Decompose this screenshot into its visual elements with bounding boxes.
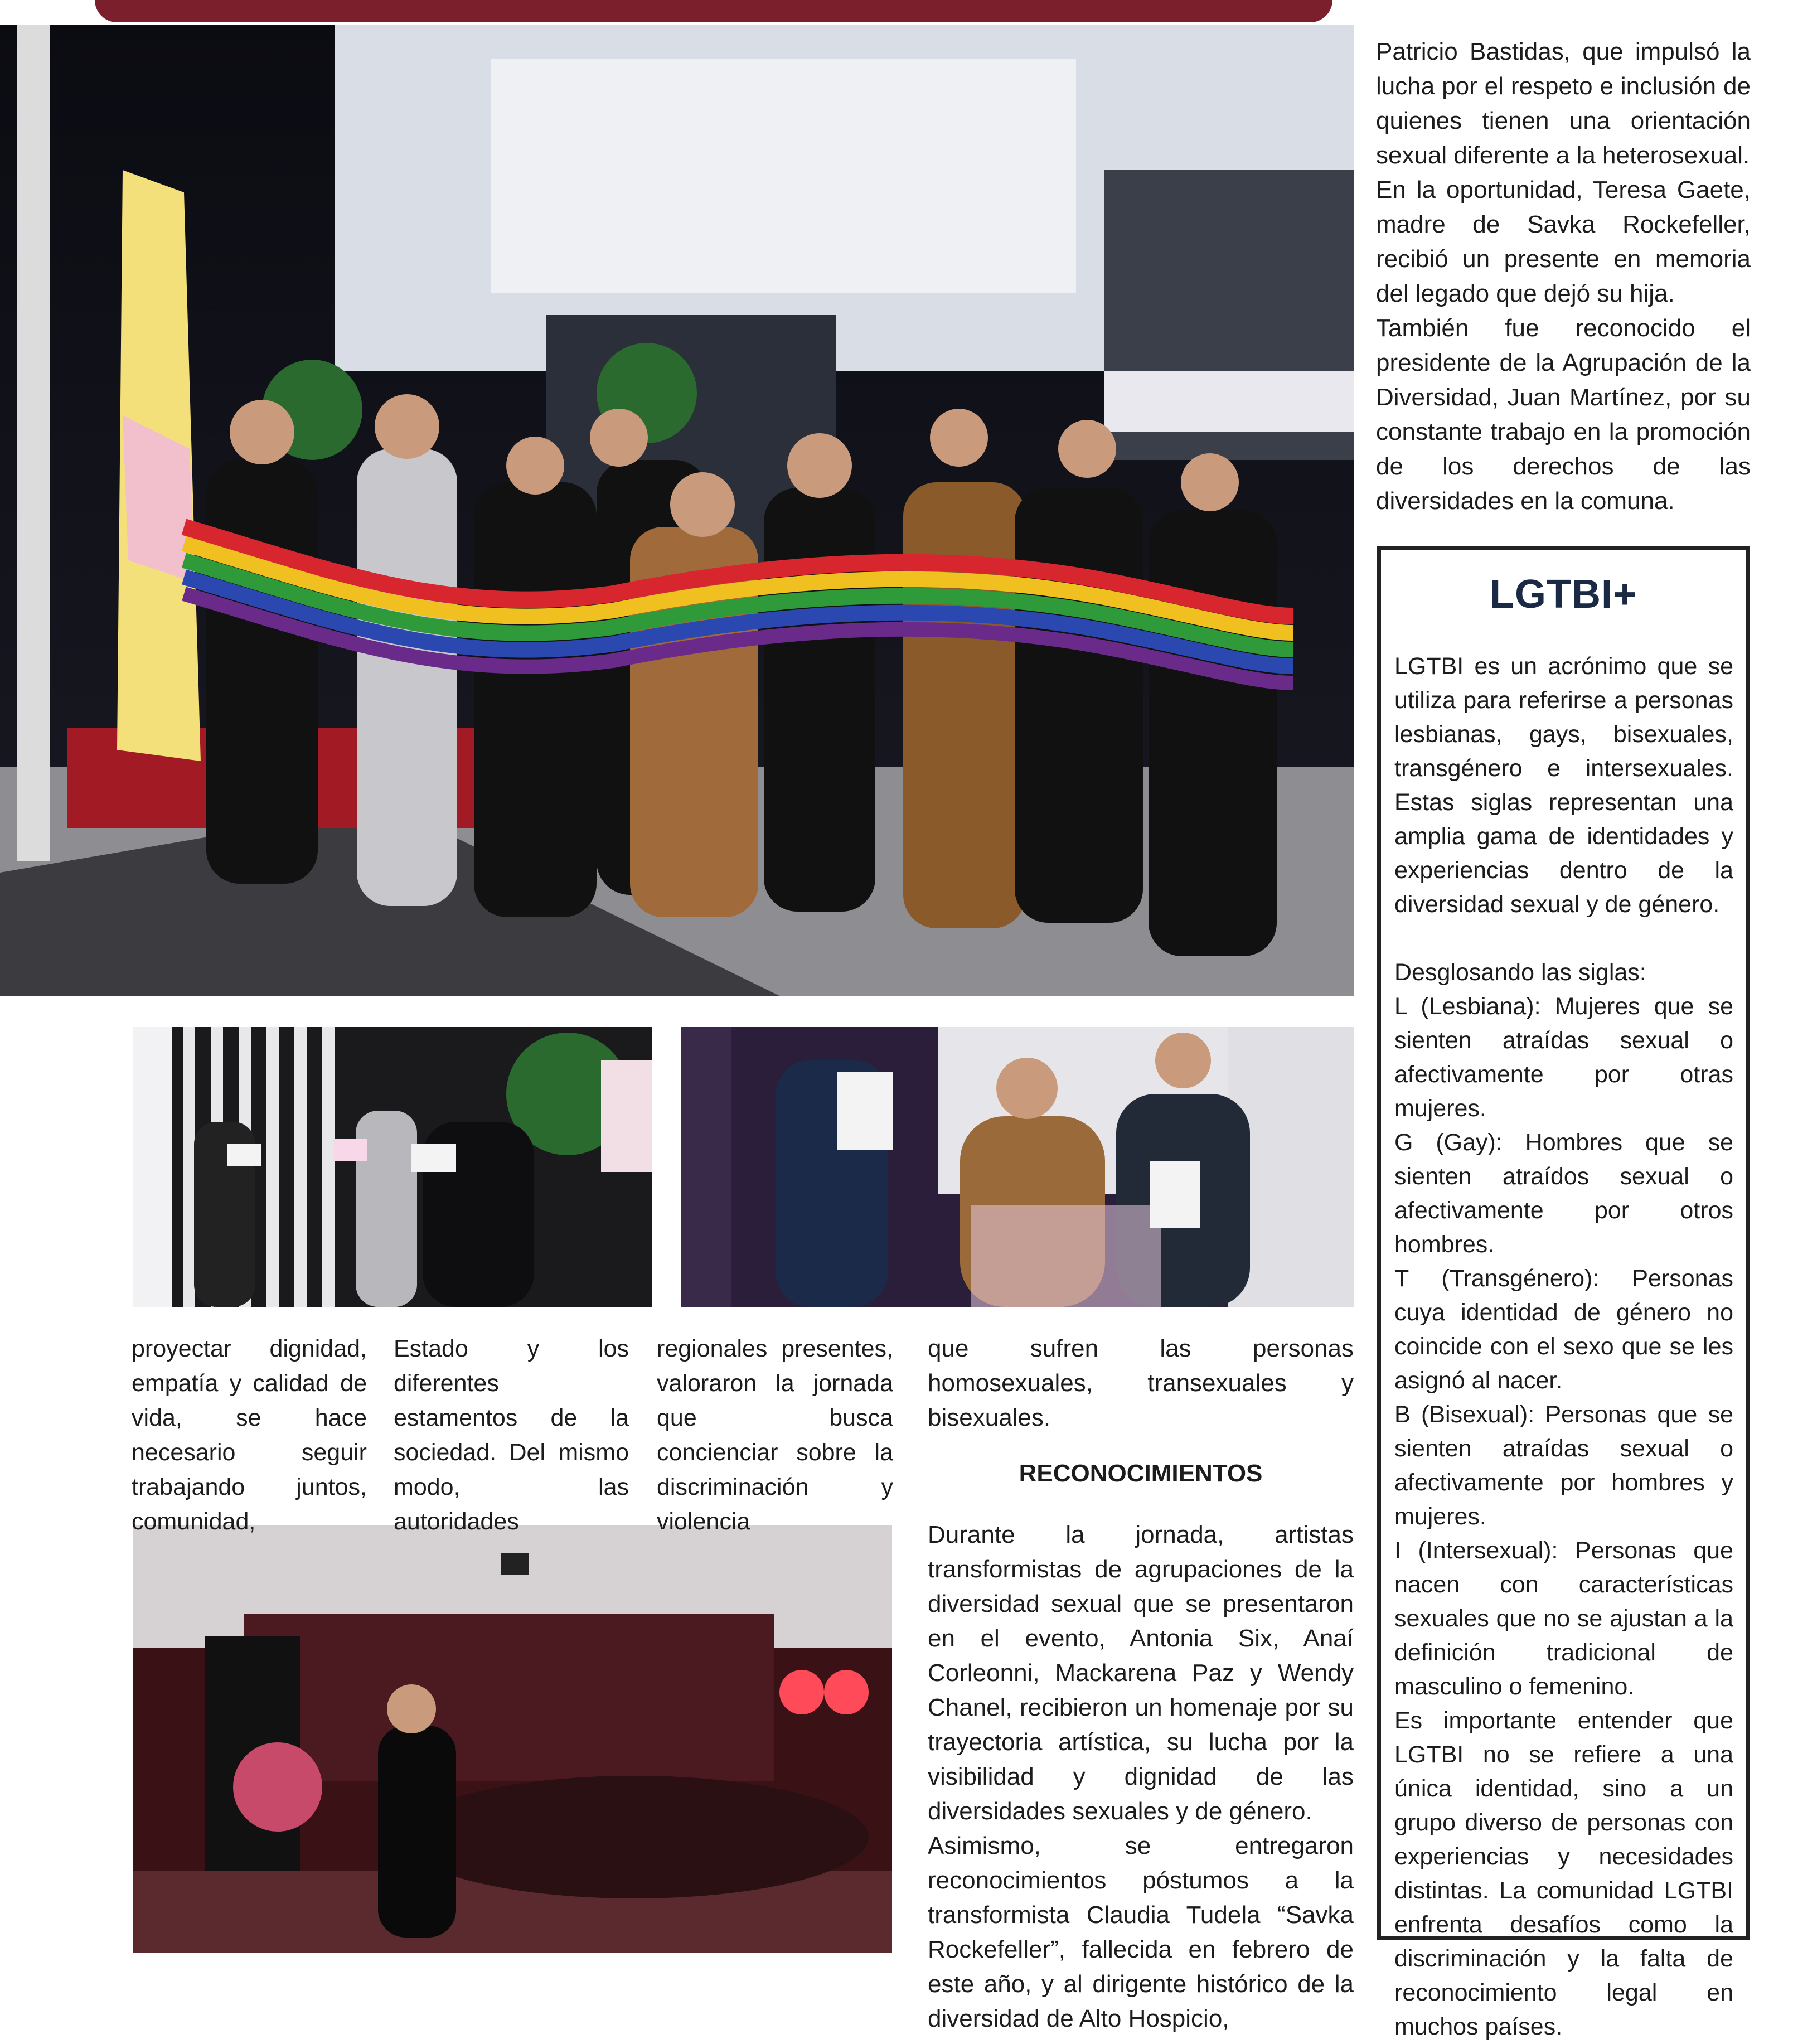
right-top-column: [1376, 35, 1751, 519]
sidebar-item: I (Intersexual): Personas que nacen con características sexuales que no se ajustan a la definición tradicional de masculino o femenino.: [1394, 1537, 1733, 1700]
photo-speaker-at-podium: [681, 1027, 1354, 1307]
article-column-3: [657, 1331, 893, 1539]
sidebar-breakdown-heading: Desglosando las siglas:: [1394, 959, 1646, 986]
sidebar-title: LGTBI+: [1489, 572, 1637, 617]
article-column-1: [132, 1331, 367, 1539]
header-accent-bar: [95, 0, 1332, 22]
column-text: Estado y los diferentes estamentos de la sociedad. Del mismo modo, las autoridades: [394, 1335, 629, 1535]
sidebar-item: T (Transgénero): Personas cuya identidad de género no coincide con el sexo que se les asignó al nacer.: [1394, 1265, 1733, 1394]
paragraph: También fue reconocido el presidente de la Agrupación de la Diversidad, Juan Martínez, por su constante trabajo en la promoción de los derechos de las diversidades en la comuna.: [1376, 314, 1751, 515]
column-text: regionales presentes, valoraron la jornada que busca concienciar sobre la discriminación y violencia: [657, 1335, 893, 1535]
column-text: proyectar dignidad, empatía y calidad de vida, se hace necesario seguir trabajando juntos, comunidad,: [132, 1335, 367, 1535]
paragraph: Patricio Bastidas, que impulsó la lucha por el respeto e inclusión de quienes tienen una orientación sexual diferente a la heterosexual.: [1376, 38, 1751, 169]
main-photo-flag-ceremony: [0, 25, 1354, 996]
column-text: Durante la jornada, artistas transformistas de agrupaciones de la diversidad sexual que se presentaron en el evento, Antonia Six, Anaí Corleonni, Mackarena Paz y Wendy Chanel, recibieron un homenaje por su trayectoria artística, su lucha por la visibilidad y dignidad de las diversidades sexuales y de género.: [928, 1521, 1354, 1825]
sidebar-item: Es importante entender que LGTBI no se refiere a una única identidad, sino a un grupo diverso de personas con experiencias y necesidades distintas. La comunidad LGTBI enfrenta desafíos como la discriminación y la falta de reconocimiento legal en muchos países.: [1394, 1707, 1733, 2040]
column-text: Asimismo, se entregaron reconocimientos póstumos a la transformista Claudia Tudela “Savka Rockefeller”, fallecida en febrero de este año, y al dirigente histórico de la diversidad de Alto Hospicio,: [928, 1832, 1354, 2032]
photo-performers-reading: [133, 1027, 652, 1307]
sidebar-item: L (Lesbiana): Mujeres que se sienten atraídas sexual o afectivamente por otras mujeres.: [1394, 993, 1733, 1122]
sidebar-intro: LGTBI es un acrónimo que se utiliza para referirse a personas lesbianas, gays, bisexuales, transgénero e intersexuales. Estas siglas representan una amplia gama de identidades y experiencias dentro de la diversidad sexual y de género.: [1394, 653, 1733, 918]
sidebar-item: G (Gay): Hombres que se sienten atraídos sexual o afectivamente por otros hombres.: [1394, 1129, 1733, 1258]
lgtbi-sidebar-box: [1377, 546, 1750, 2040]
paragraph: En la oportunidad, Teresa Gaete, madre de Savka Rockefeller, recibió un presente en memoria del legado que dejó su hija.: [1376, 176, 1751, 307]
column-intro: que sufren las personas homosexuales, transexuales y bisexuales.: [928, 1335, 1354, 1431]
section-subheading: RECONOCIMIENTOS: [1019, 1460, 1263, 1487]
sidebar-item: B (Bisexual): Personas que se sienten atraídas sexual o afectivamente por hombres y mujeres.: [1394, 1401, 1733, 1530]
article-column-2: [394, 1331, 629, 1539]
photo-stage-performance: [133, 1525, 892, 1953]
article-column-4: [928, 1331, 1354, 2036]
